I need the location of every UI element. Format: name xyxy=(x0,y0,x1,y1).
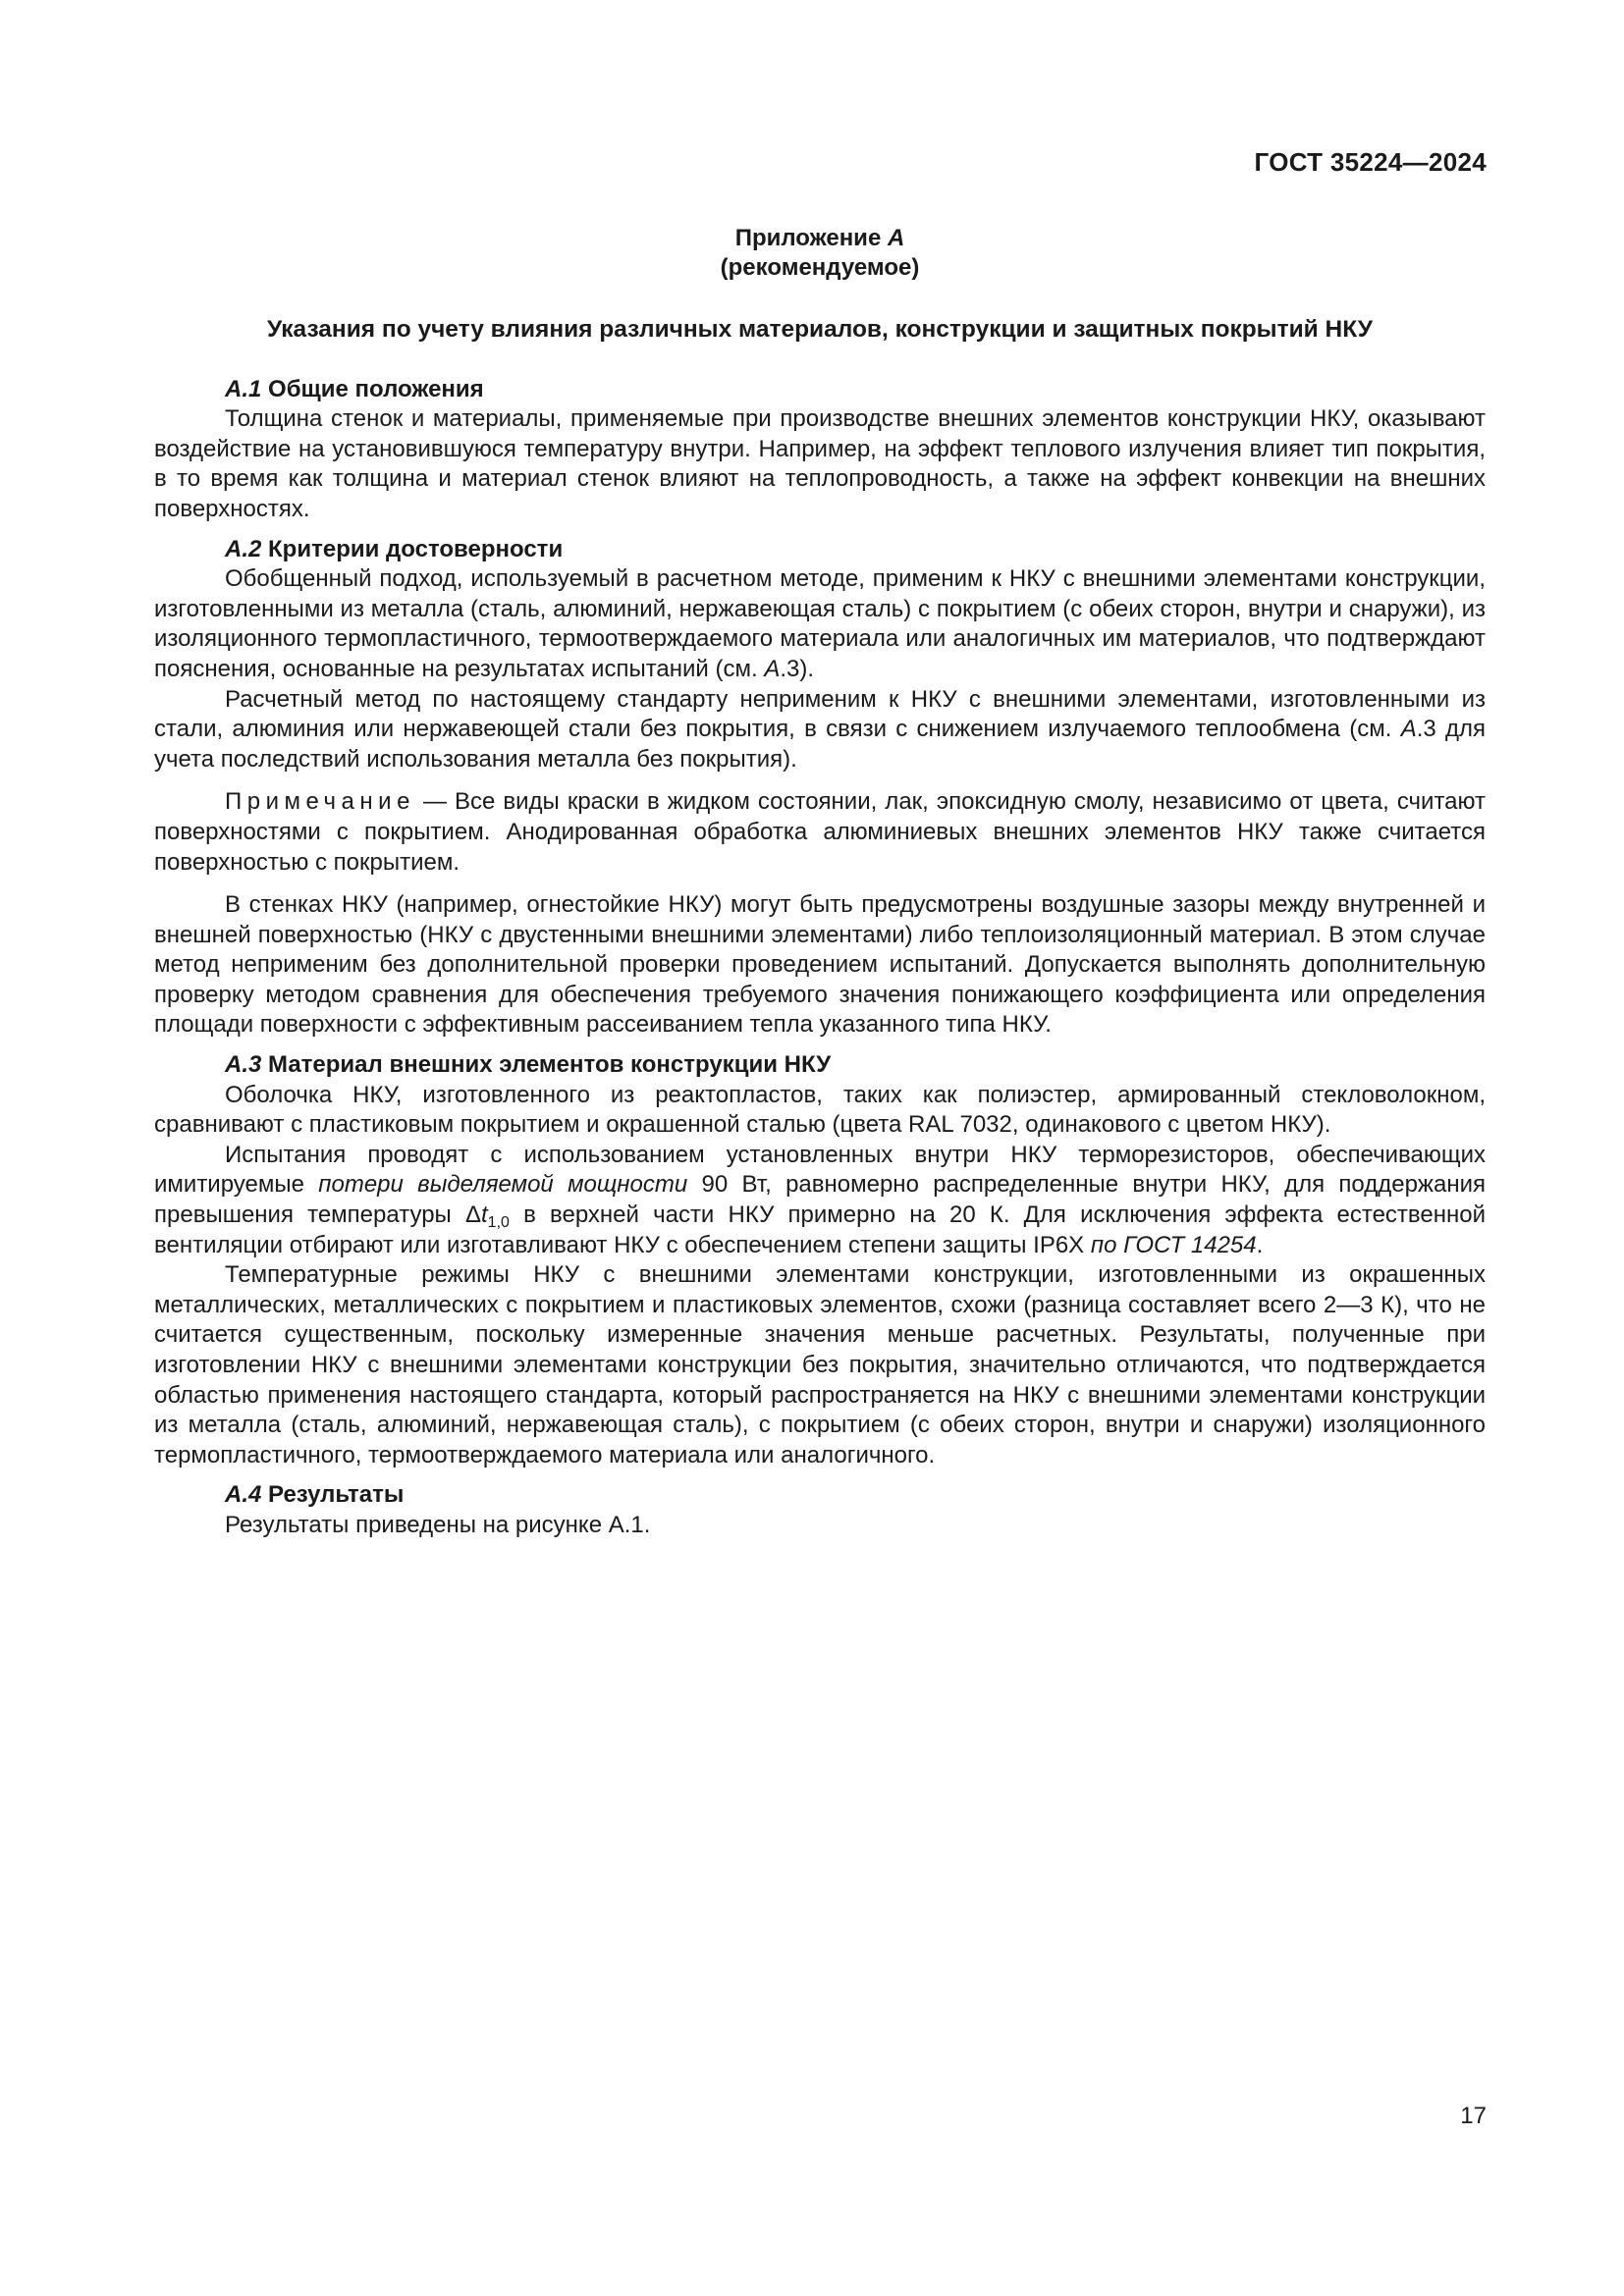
section-a1-title: А.1 Общие положения xyxy=(225,375,484,402)
appendix-status: (рекомендуемое) xyxy=(720,254,920,281)
note-label: Примечание xyxy=(225,788,415,816)
section-a3-paragraph-1: Оболочка НКУ, изготовленного из реактопластов, таких как полиэстер, армированный стекловолокном, сравнивают с пластиковым покрытием и окрашенной сталью (цвета RAL 7032, одинакового с цветом НКУ). xyxy=(154,1081,1486,1139)
section-a3-paragraph-2: Испытания проводят с использованием установленных внутри НКУ терморезисторов, обеспечивающих имитируемые потери выделяемой мощности 90 Вт, равномерно распределенные внутри НКУ, для поддержания превышения температуры $\Delta t_{1,0}$ в верхней части НКУ примерно на 20 К. Для исключения эффекта естественной вентиляции отбирают или изготавливают НКУ с обеспечением степени защиты IP6X по ГОСТ 14254. xyxy=(154,1141,1486,1258)
section-a4-title: А.4 Результаты xyxy=(225,1481,405,1509)
page-content xyxy=(154,224,1486,1541)
section-a2-paragraph-3: В стенках НКУ (например, огнестойкие НКУ) могут быть предусмотрены воздушные зазоры между внутренней и внешней поверхностью (НКУ с двустенными внешними элементами) либо теплоизоляционный материал. В этом случае метод неприменим без дополнительной проверки проведением испытаний. Допускается выполнять дополнительную проверку методом сравнения для обеспечения требуемого значения понижающего коэффициента или определения площади поверхности с эффективным рассеиванием тепла указанного типа НКУ. xyxy=(154,891,1486,1039)
document-code: ГОСТ 35224—2024 xyxy=(1254,147,1487,177)
section-a4-paragraph: Результаты приведены на рисунке А.1. xyxy=(225,1511,651,1538)
section-a2-note: Примечание — Все виды краски в жидком состоянии, лак, эпоксидную смолу, независимо от цвета, считают поверхностями с покрытием. Анодированная обработка алюминиевых внешних элементов НКУ также считается поверхностью с покрытием. xyxy=(154,788,1486,876)
section-a2-title: А.2 Критерии достоверности xyxy=(225,535,564,562)
section-a3-paragraph-3: Температурные режимы НКУ с внешними элементами конструкции, изготовленными из окрашенных металлических, металлических с покрытием и пластиковых элементов, схожи (разница составляет всего 2—3 К), что не считается существенным, поскольку измеренные значения меньше расчетных. Результаты, полученные при изготовлении НКУ с внешними элементами конструкции без покрытия, значительно отличаются, что подтверждается областью применения настоящего стандарта, который распространяется на НКУ с внешними элементами конструкции из металла (сталь, алюминий, нержавеющая сталь), с покрытием (с обеих сторон, внутри и снаружи) изоляционного термопластичного, термоотверждаемого материала или аналогичного. xyxy=(154,1261,1486,1468)
section-a2-paragraph-1: Обобщенный подход, используемый в расчетном методе, применим к НКУ с внешними элементами конструкции, изготовленными из металла (сталь, алюминий, нержавеющая сталь) с покрытием (с обеих сторон, внутри и снаружи), из изоляционного термопластичного, термоотверждаемого материала или аналогичных им материалов, что подтверждают пояснения, основанные на результатах испытаний (см. А.3). xyxy=(154,565,1486,682)
section-a3-title: А.3 Материал внешних элементов конструкции НКУ xyxy=(225,1051,832,1079)
appendix-heading: Указания по учету влияния различных материалов, конструкции и защитных покрытий НКУ xyxy=(266,316,1374,343)
appendix-title: Приложение А xyxy=(734,225,905,251)
page-number: 17 xyxy=(1460,2103,1487,2129)
section-a1-paragraph: Толщина стенок и материалы, применяемые при производстве внешних элементов конструкции НКУ, оказывают воздействие на установившуюся температуру внутри. Например, на эффект теплового излучения влияет тип покрытия, в то время как толщина и материал стенок влияют на теплопроводность, а также на эффект конвекции на внешних поверхностях. xyxy=(154,405,1486,522)
section-a2-paragraph-2: Расчетный метод по настоящему стандарту неприменим к НКУ с внешними элементами, изготовленными из стали, алюминия или нержавеющей стали без покрытия, в связи с снижением излучаемого теплообмена (см. А.3 для учета последствий использования металла без покрытия). xyxy=(154,685,1486,773)
